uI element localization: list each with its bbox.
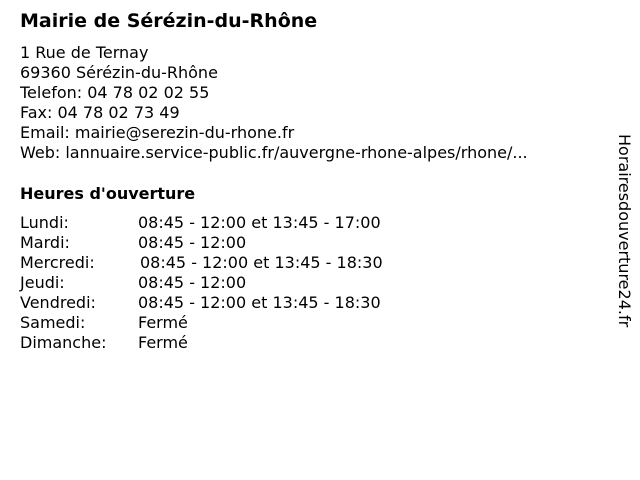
email-line: Email: mairie@serezin-du-rhone.fr bbox=[20, 123, 295, 142]
day-label: Mardi: bbox=[20, 233, 70, 252]
hours-heading: Heures d'ouverture bbox=[20, 184, 196, 203]
phone-line: Telefon: 04 78 02 02 55 bbox=[20, 83, 210, 102]
address-line-2: 69360 Sérézin-du-Rhône bbox=[20, 63, 218, 82]
time-value: Fermé bbox=[138, 333, 188, 352]
day-label: Jeudi: bbox=[20, 273, 65, 292]
fax-line: Fax: 04 78 02 73 49 bbox=[20, 103, 180, 122]
day-label: Lundi: bbox=[20, 213, 69, 232]
address-line-1: 1 Rue de Ternay bbox=[20, 43, 149, 62]
day-label: Vendredi: bbox=[20, 293, 96, 312]
time-value: 08:45 - 12:00 et 13:45 - 17:00 bbox=[138, 213, 381, 232]
time-value: Fermé bbox=[138, 313, 188, 332]
day-label: Mercredi: bbox=[20, 253, 95, 272]
time-value: 08:45 - 12:00 et 13:45 - 18:30 bbox=[140, 253, 383, 272]
office-name: Mairie de Sérézin-du-Rhône bbox=[20, 10, 318, 32]
time-value: 08:45 - 12:00 et 13:45 - 18:30 bbox=[138, 293, 381, 312]
web-line: Web: lannuaire.service-public.fr/auvergne-rhone-alpes/rhone/... bbox=[20, 143, 528, 162]
contact-block bbox=[20, 43, 528, 163]
site-watermark: Horairesdouverture24.fr bbox=[615, 134, 634, 328]
time-value: 08:45 - 12:00 bbox=[138, 273, 247, 292]
time-value: 08:45 - 12:00 bbox=[138, 233, 247, 252]
day-label: Dimanche: bbox=[20, 333, 107, 352]
day-label: Samedi: bbox=[20, 313, 86, 332]
